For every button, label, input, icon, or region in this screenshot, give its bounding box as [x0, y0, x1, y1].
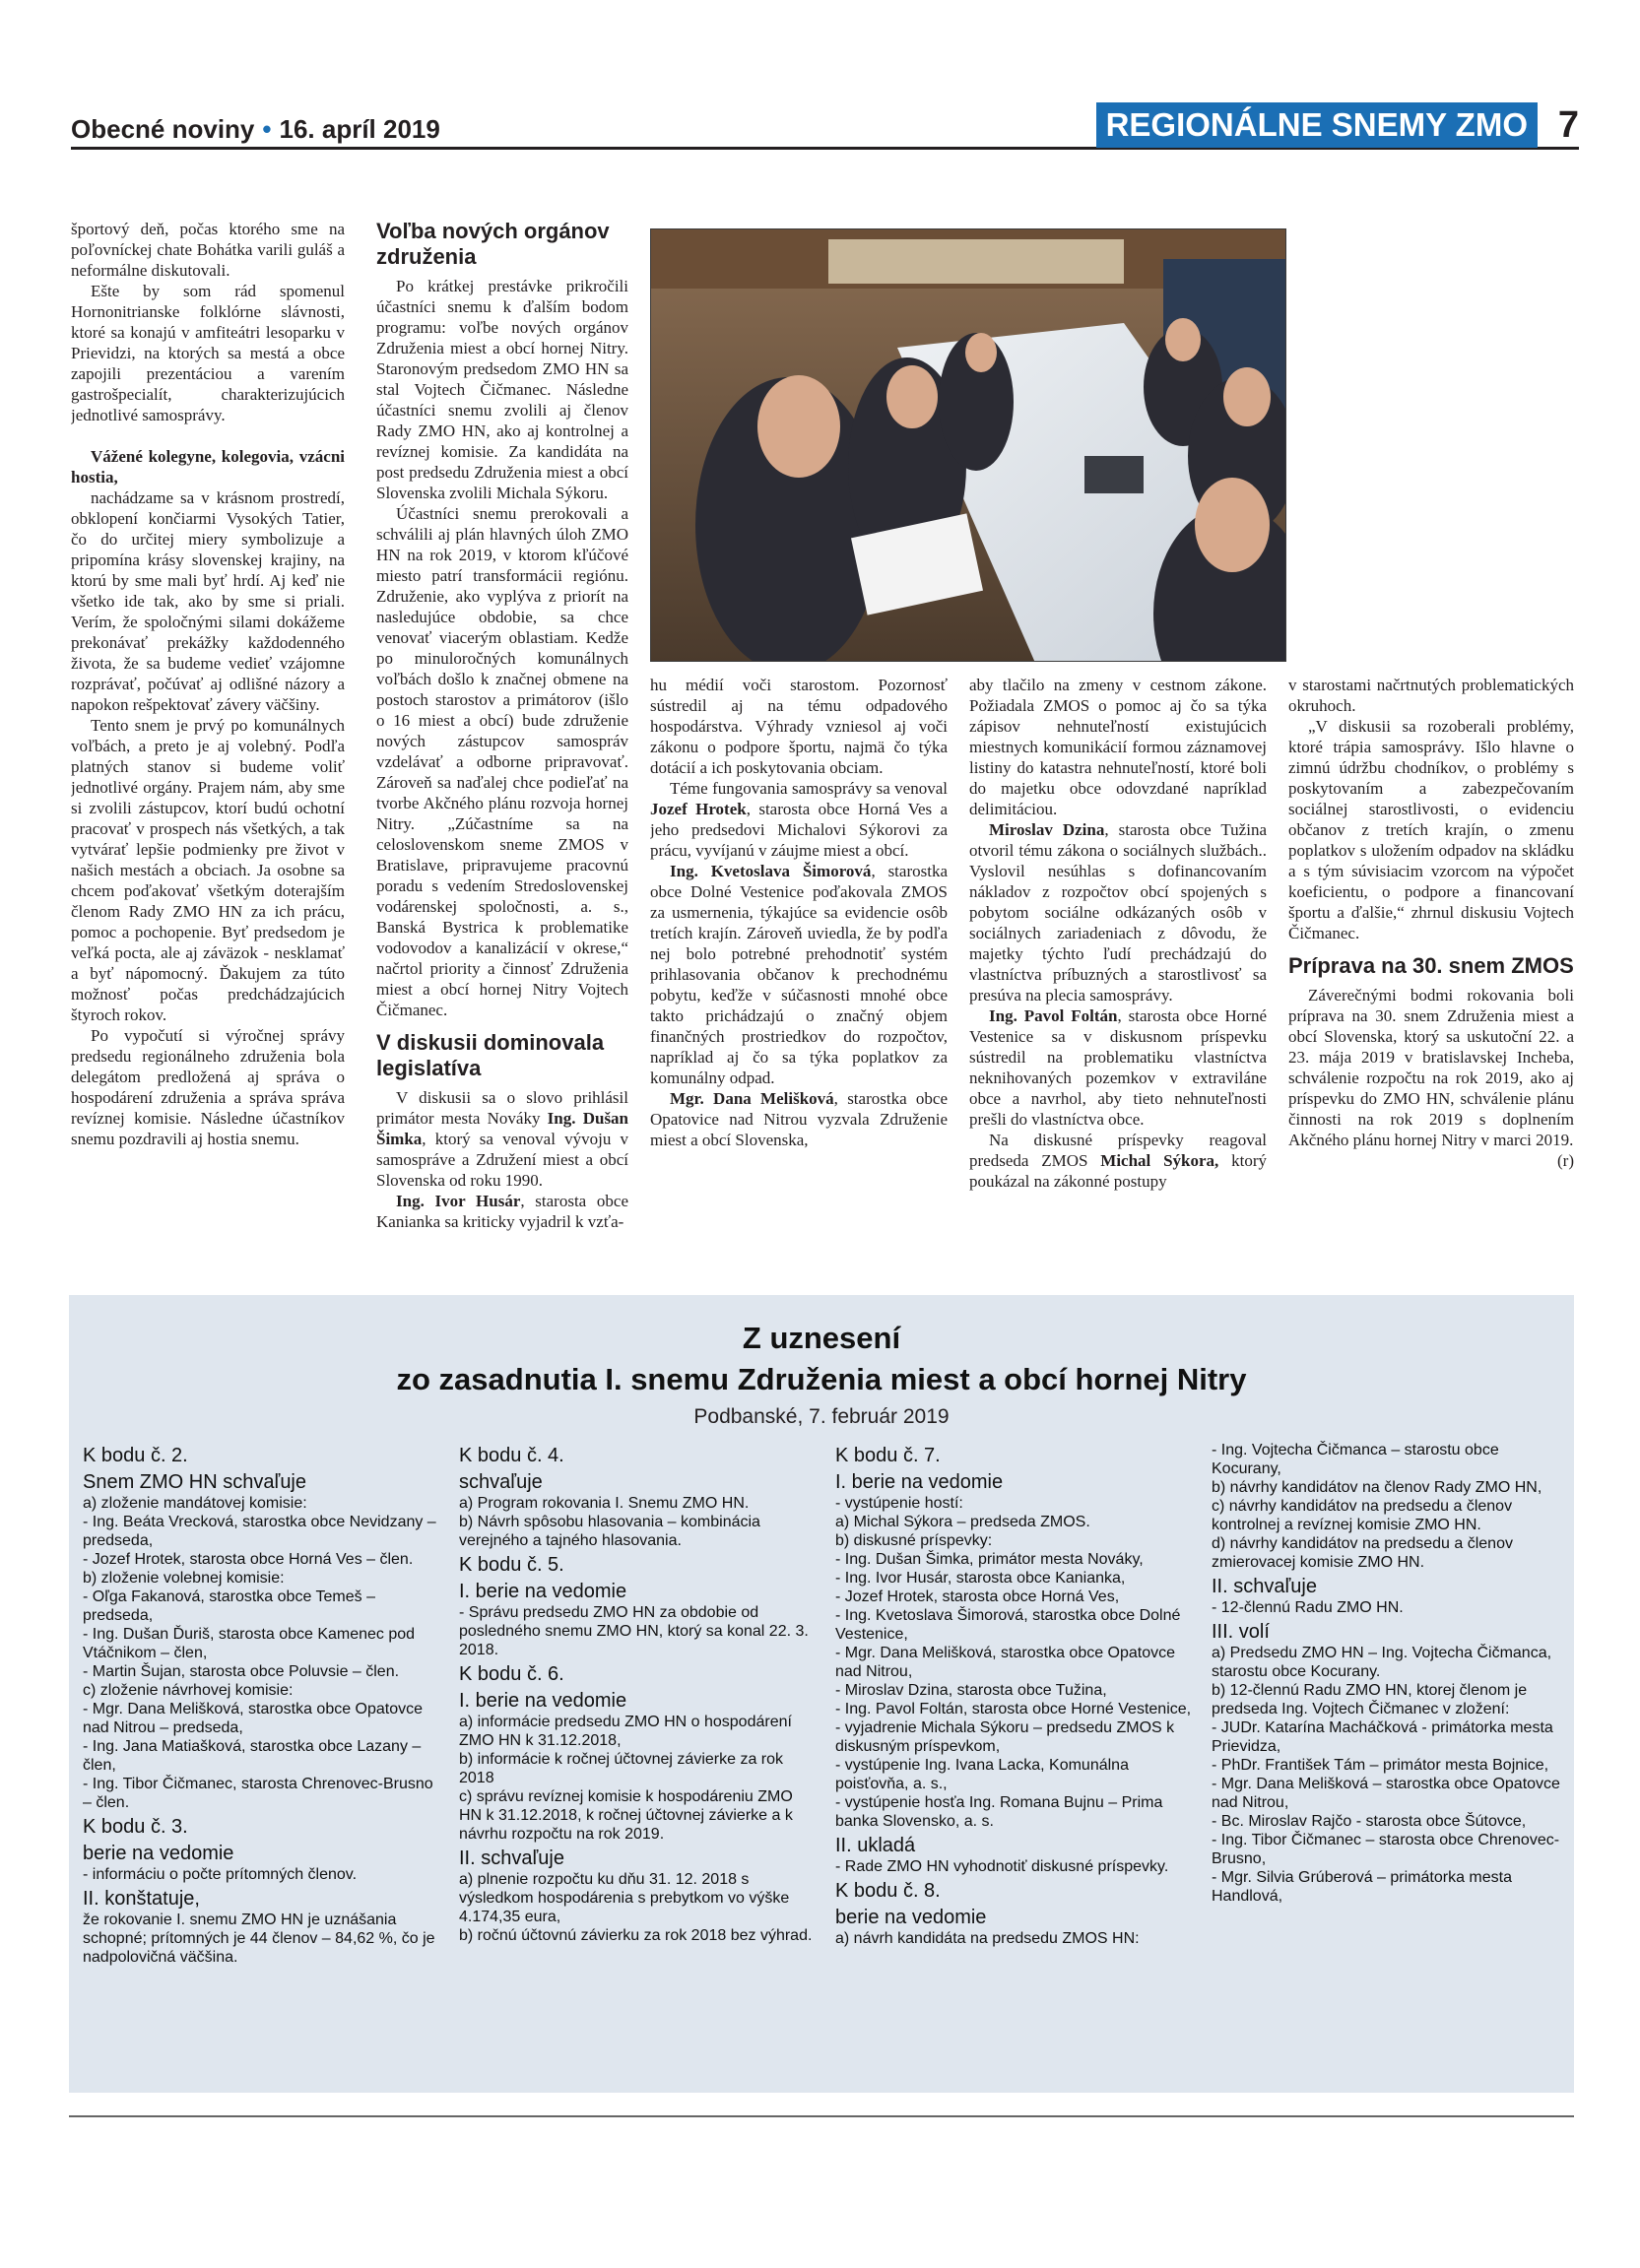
meeting-photo — [650, 228, 1286, 662]
paragraph: Na diskusné príspevky reagoval predseda ZMOS Michal Sýkora, ktorý poukázal na zákonné postupy — [969, 1131, 1267, 1191]
paragraph: športový deň, počas ktorého sme na poľovníckej chate Bohátka varili guláš a neformálne diskutovali. — [71, 220, 345, 280]
resolution-item: - Rade ZMO HN vyhodnotiť diskusné príspevky. — [835, 1858, 1169, 1875]
resolution-heading: Snem ZMO HN schvaľuje — [83, 1471, 307, 1493]
resolution-item: - Bc. Miroslav Rajčo - starosta obce Šútovce, — [1212, 1813, 1527, 1830]
resolution-item: b) návrhy kandidátov na členov Rady ZMO HN, — [1212, 1479, 1542, 1496]
article-column-5 — [1288, 675, 1574, 1295]
paragraph: Tento snem je prvý po komunálnych voľbách, a preto je aj volebný. Podľa platných stanov si budeme voliť jednotlivé orgány. Prajem nám, aby sme si zvolili zástupcov, ktorí budú ochotní pracovať v prospech nás všetkých, a tak vytvárať lepšie podmienky pre život v našich mestách a obciach. Ja osobne sa chcem poďakovať všetkým doterajším členom Rady ZMO HN za ich prácu, pomoc a pochopenie. Byť predsedom je veľká pocta, ale aj záväzok - nesklamať a byť nápomocný. Ďakujem za túto možnosť počas predchádzajúcich štyroch rokov. — [71, 716, 345, 1024]
resolution-item: - Martin Šujan, starosta obce Poluvsie – člen. — [83, 1663, 400, 1680]
resolution-item: c) správu revíznej komisie k hospodáreniu ZMO HN k 31.12.2018, k ročnej účtovnej závierke a k návrhu rozpočtu na rok 2019. — [459, 1788, 793, 1843]
paragraph: nachádzame sa v krásnom prostredí, obklopení končiarmi Vysokých Tatier, čo do určitej miery symbolizuje a pripomína krásy slovenskej krajiny, na ktorú by sme mali byť hrdí. Aj keď nie všetko ide tak, ako by sme si priali. Verím, že spoločnými silami dokážeme prekonávať prekážky každodenného života, že sa budeme vedieť vzájomne rozprávať, počúvať aj odlišné názory a napokon rešpektovať závery väčšiny. — [71, 488, 345, 714]
resolution-item: - Mgr. Dana Melišková, starostka obce Opatovce nad Nitrou, — [835, 1645, 1176, 1680]
paragraph: Po vypočutí si výročnej správy predsedu regionálneho združenia bola delegátom predložená aj správa o hospodárení združenia a správa správa revíznej komisie. Následne účastníkov snemu pozdravili aj hostia snemu. — [71, 1026, 345, 1148]
resolutions-column-3 — [835, 1441, 1192, 1948]
resolution-heading: schvaľuje — [459, 1471, 543, 1493]
resolution-heading: III. volí — [1212, 1621, 1270, 1643]
resolution-heading: K bodu č. 2. — [83, 1445, 188, 1466]
paragraph: Téme fungovania samosprávy sa venoval Jozef Hrotek, starosta obce Horná Ves a jeho predsedovi Michalovi Sýkorovi za prácu, vyvíjanú v záujme miest a obcí. — [650, 779, 948, 860]
resolution-heading: II. ukladá — [835, 1835, 916, 1856]
author-signature: (r) — [1557, 1151, 1574, 1170]
resolution-heading: berie na vedomie — [835, 1907, 987, 1928]
paragraph: Miroslav Dzina, starosta obce Tužina otvoril tému zákona o sociálnych službách.. Vyslovil nesúhlas s dofinancovaním nákladov z rozpočtov obcí spojených s pobytom sociálne odkázaných osôb v sociálnych zariadeniach z dôvodu, že majetky týchto ľudí prechádzajú do vlastníctva príbuzných a starostlivosť sa presúva na plecia samosprávy. — [969, 820, 1267, 1004]
resolution-item: - vyjadrenie Michala Sýkoru – predsedu ZMOS k diskusným príspevkom, — [835, 1719, 1175, 1755]
resolution-heading: K bodu č. 4. — [459, 1445, 564, 1466]
resolution-item: d) návrhy kandidátov na predsedu a členov zmierovacej komisie ZMO HN. — [1212, 1535, 1513, 1571]
resolution-item: - vystúpenie hosťa Ing. Romana Bujnu – Prima banka Slovensko, a. s. — [835, 1794, 1163, 1830]
resolution-heading: K bodu č. 7. — [835, 1445, 941, 1466]
resolution-heading: K bodu č. 3. — [83, 1816, 188, 1838]
resolution-heading: II. schvaľuje — [1212, 1576, 1317, 1597]
resolution-heading: I. berie na vedomie — [459, 1690, 627, 1712]
resolution-item: a) informácie predsedu ZMO HN o hospodárení ZMO HN k 31.12.2018, — [459, 1714, 792, 1749]
article-column-2 — [376, 219, 628, 1302]
resolution-item: - Mgr. Dana Melišková, starostka obce Opatovce nad Nitrou – predseda, — [83, 1701, 424, 1736]
paragraph: aby tlačilo na zmeny v cestnom zákone. Požiadala ZMOS o pomoc aj čo sa týka zápisov nehnuteľností existujúcich miestnych komunikácií formou záznamovej listiny do katastra nehnuteľností, ktoré boli do majetku obce odovzdané napríklad delimitáciou. — [969, 676, 1267, 818]
resolution-item: a) Program rokovania I. Snemu ZMO HN. — [459, 1495, 750, 1512]
resolution-item: - informáciu o počte prítomných členov. — [83, 1866, 358, 1883]
resolution-item: - Miroslav Dzina, starosta obce Tužina, — [835, 1682, 1107, 1699]
resolution-item: - Správu predsedu ZMO HN za obdobie od posledného snemu ZMO HN, ktorý sa konal 22. 3. 2018. — [459, 1604, 809, 1658]
page-header — [71, 98, 1579, 150]
paragraph: Mgr. Dana Melišková, starostka obce Opatovice nad Nitrou vyzvala Združenie miest a obcí Slovenska, — [650, 1089, 948, 1149]
resolution-item: - vystúpenie Ing. Ivana Lacka, Komunálna poisťovňa, a. s., — [835, 1757, 1129, 1792]
resolution-item: že rokovanie I. snemu ZMO HN je uznášania schopné; prítomných je 44 členov – 84,62 %, čo je nadpolovičná väčšina. — [83, 1912, 435, 1966]
resolution-item: - Ing. Kvetoslava Šimorová, starostka obce Dolné Vestenice, — [835, 1607, 1181, 1643]
resolution-item: b) Návrh spôsobu hlasovania – kombinácia verejného a tajného hlasovania. — [459, 1514, 760, 1549]
paragraph: Ing. Ivor Husár, starosta obce Kanianka sa kriticky vyjadril k vzťa- — [376, 1192, 628, 1231]
resolution-item: - Oľga Fakanová, starostka obce Temeš – predseda, — [83, 1588, 375, 1624]
article-column-3 — [650, 675, 948, 1295]
resolution-item: - Ing. Vojtecha Čičmanca – starostu obce Kocurany, — [1212, 1442, 1499, 1477]
paragraph: hu médií voči starostom. Pozornosť sústredil aj na tému odpadového hospodárstva. Výhrady vzniesol aj voči zákonu o podpore športu, najmä čo týka dotácií a ich poskytovania obciam. — [650, 676, 948, 777]
resolution-item: - Jozef Hrotek, starosta obce Horná Ves – člen. — [83, 1551, 414, 1568]
resolution-item: - PhDr. František Tám – primátor mesta Bojnice, — [1212, 1757, 1549, 1774]
resolution-item: - 12-člennú Radu ZMO HN. — [1212, 1599, 1404, 1616]
resolution-item: - Ing. Tibor Čičmanec, starosta Chrenovec-Brusno – člen. — [83, 1776, 433, 1811]
paragraph: Účastníci snemu prerokovali a schválili aj plán hlavných úloh ZMO HN na rok 2019, v ktorom kľúčové miesto patrí transformácii regiónu. Združenie, ako vyplýva z priorít na nasledujúce obdobie, sa chce venovať viacerým oblastiam. Kedže po minuloročných komunálnych voľbách došlo k značnej obmene na postoch starostov a primátorov (išlo o 16 miest a obcí) bude združenie nových zástupcov samospráv vzdelávať a odborne pripravovať. Zároveň sa naďalej chce podieľať na tvorbe Akčného plánu rozvoja hornej Nitry. „Zúčastníme sa na celoslovenskom sneme ZMOS v Bratislave, pripravujeme pracovnú poradu s vedením Stredoslovenskej vodárenskej spoločnosti, a. s., Banská Bystrica k problematike vodovodov a kanalizácií v okrese,“ načrtol priority a činnosť Združenia miest a obcí hornej Nitry Vojtech Čičmanec. — [376, 504, 628, 1019]
bottom-divider — [69, 2115, 1574, 2117]
resolution-heading: K bodu č. 5. — [459, 1554, 564, 1576]
paragraph: V diskusii sa o slovo prihlásil primátor mesta Nováky Ing. Dušan Šimka, ktorý sa venoval vývoju v samospráve a Združení miest a obcí Slovenska od roku 1990. — [376, 1088, 628, 1190]
section-label: REGIONÁLNE SNEMY ZMO — [1096, 102, 1538, 148]
paragraph: Po krátkej prestávke prikročili účastníci snemu k ďalším bodom programu: voľbe nových orgánov Združenia miest a obcí hornej Nitry. Staronovým predsedom ZMO HN sa stal Vojtech Čičmanec. Následne účastníci snemu zvolili aj členov Rady ZMO HN, ako aj kontrolnej a revíznej komisie. Za kandidáta na post predsedu Združenia miest a obcí Slovenska zvolili Michala Sýkoru. — [376, 277, 628, 502]
paragraph: Ing. Pavol Foltán, starosta obce Horné Vestenice sa v diskusnom príspevku sústredil na problematiku vlastníctva neknihovaných pozemkov v extraviláne obce a navrhol, aby tieto nehnuteľnosti prešli do vlastníctva obce. — [969, 1006, 1267, 1129]
masthead — [71, 114, 440, 145]
paragraph: Ešte by som rád spomenul Hornonitrianske folklórne slávnosti, ktoré sa konajú v amfiteátri lesoparku v Prievidzi, na ktorých sa mestá a obce zapojili prezentáciou a varením gastrošpecialít, charakterizujúcich jednotlivé samosprávy. — [71, 282, 345, 424]
resolution-item: b) zloženie volebnej komisie: — [83, 1570, 285, 1587]
box-place-date: Podbanské, 7. február 2019 — [693, 1405, 950, 1428]
box-title: Z uznesení — [742, 1321, 901, 1355]
paper-name: Obecné noviny — [71, 114, 255, 144]
page-number: 7 — [1557, 104, 1579, 146]
resolution-item: - Ing. Beáta Vrecková, starostka obce Nevidzany – predseda, — [83, 1514, 436, 1549]
resolution-item: - Ing. Dušan Ďuriš, starosta obce Kamenec pod Vtáčnikom – člen, — [83, 1626, 416, 1661]
resolution-heading: K bodu č. 8. — [835, 1880, 941, 1902]
paragraph: Vážené kolegyne, kolegovia, vzácni hostia, — [71, 447, 345, 486]
resolution-item: c) návrhy kandidátov na predsedu a členov kontrolnej a revíznej komisie ZMO HN. — [1212, 1498, 1513, 1533]
resolution-heading: II. schvaľuje — [459, 1847, 564, 1869]
paragraph: Ing. Kvetoslava Šimorová, starostka obce Dolné Vestenice poďakovala ZMOS za usmernenia, týkajúce sa evidencie osôb tretích krajín. Zároveň uviedla, že by podľa nej bolo potrebné prehodnotiť systém prihlasovania občanov k prechodnému pobytu, keďže v súčasnosti mnohé obce takto prichádzajú o značný objem finančných prostriedkov do rozpočtov, napríklad aj čo sa týka poplatkov za komunálny odpad. — [650, 862, 948, 1087]
resolution-item: b) 12-člennú Radu ZMO HN, ktorej členom je predseda Ing. Vojtech Čičmanec v zložení: — [1212, 1682, 1528, 1717]
resolution-heading: berie na vedomie — [83, 1843, 234, 1864]
paragraph: „V diskusii sa rozoberali problémy, ktoré trápia samosprávy. Išlo hlavne o zimnú údržbu chodníkov, o problémy s poskytovaním a zabezpečovaním sociálnej starostlivosti, o evidenciu občanov z tretích krajín, o zmenu poplatkov s uložením odpadov na skládku a s tým súvisiacim vzorcom na výpočet koeficientu, o podpore a financovaní športu a ďalšie,“ zhrnul diskusiu Vojtech Čičmanec. — [1288, 717, 1574, 942]
resolution-item: a) návrh kandidáta na predsedu ZMOS HN: — [835, 1930, 1140, 1947]
resolution-item: c) zloženie návrhovej komisie: — [83, 1682, 294, 1699]
resolution-item: a) Michal Sýkora – predseda ZMOS. — [835, 1514, 1090, 1530]
resolution-heading: K bodu č. 6. — [459, 1663, 564, 1685]
resolution-item: - vystúpenie hostí: — [835, 1495, 963, 1512]
photo-illustration — [651, 229, 1286, 662]
resolutions-column-4 — [1212, 1441, 1564, 1906]
issue-date: 16. apríl 2019 — [279, 114, 440, 144]
article-column-1 — [71, 219, 345, 1302]
box-subtitle: zo zasadnutia I. snemu Združenia miest a obcí hornej Nitry — [396, 1362, 1247, 1396]
resolution-item: - Mgr. Silvia Grúberová – primátorka mesta Handlová, — [1212, 1869, 1512, 1905]
resolution-item: a) zloženie mandátovej komisie: — [83, 1495, 307, 1512]
resolution-item: - Ing. Tibor Čičmanec – starosta obce Chrenovec-Brusno, — [1212, 1832, 1560, 1867]
resolution-item: a) Predsedu ZMO HN – Ing. Vojtecha Čičmanca, starostu obce Kocurany. — [1212, 1645, 1552, 1680]
resolution-heading: I. berie na vedomie — [459, 1581, 627, 1602]
paragraph: Záverečnými bodmi rokovania boli príprava na 30. snem Združenia miest a obcí Slovenska, ktorý sa uskutoční 22. a 23. mája 2019 v bratislavskej Incheba, schválenie rozpočtu na rok 2019, ako aj príspevku do ZMO HN, schválenie plánu činnosti na rok 2019 s doplnením Akčného plánu hornej Nitry v marci 2019. — [1288, 986, 1574, 1149]
subheading-preparation: Príprava na 30. snem ZMOS — [1288, 953, 1574, 978]
resolutions-column-1 — [83, 1441, 439, 1967]
resolution-item: b) informácie k ročnej účtovnej závierke za rok 2018 — [459, 1751, 784, 1786]
separator-dot-icon: • — [262, 114, 272, 144]
subheading-election: Voľba nových orgánov združenia — [376, 219, 610, 269]
resolutions-box — [69, 1295, 1574, 2093]
resolution-item: b) ročnú účtovnú závierku za rok 2018 bez výhrad. — [459, 1927, 813, 1944]
resolution-item: b) diskusné príspevky: — [835, 1532, 993, 1549]
resolution-heading: II. konštatuje, — [83, 1888, 200, 1910]
resolution-item: - Ing. Dušan Šimka, primátor mesta Nováky, — [835, 1551, 1144, 1568]
resolutions-column-2 — [459, 1441, 816, 1945]
article-column-4 — [969, 675, 1267, 1295]
resolution-item: - Jozef Hrotek, starosta obce Horná Ves, — [835, 1588, 1120, 1605]
resolution-item: - Mgr. Dana Melišková – starostka obce Opatovce nad Nitrou, — [1212, 1776, 1560, 1811]
resolution-heading: I. berie na vedomie — [835, 1471, 1004, 1493]
resolution-item: - JUDr. Katarína Macháčková - primátorka mesta Prievidza, — [1212, 1719, 1553, 1755]
resolution-item: - Ing. Ivor Husár, starosta obce Kanianka, — [835, 1570, 1126, 1587]
resolution-item: - Ing. Jana Matiašková, starostka obce Lazany – člen, — [83, 1738, 422, 1774]
resolution-item: a) plnenie rozpočtu ku dňu 31. 12. 2018 s výsledkom hospodárenia s prebytkom vo výške 4.174,35 eura, — [459, 1871, 790, 1925]
resolution-item: - Ing. Pavol Foltán, starosta obce Horné Vestenice, — [835, 1701, 1192, 1717]
paragraph: v starostami načrtnutých problematických okruhoch. — [1288, 676, 1574, 715]
subheading-discussion: V diskusii dominovala legislatíva — [376, 1030, 605, 1080]
